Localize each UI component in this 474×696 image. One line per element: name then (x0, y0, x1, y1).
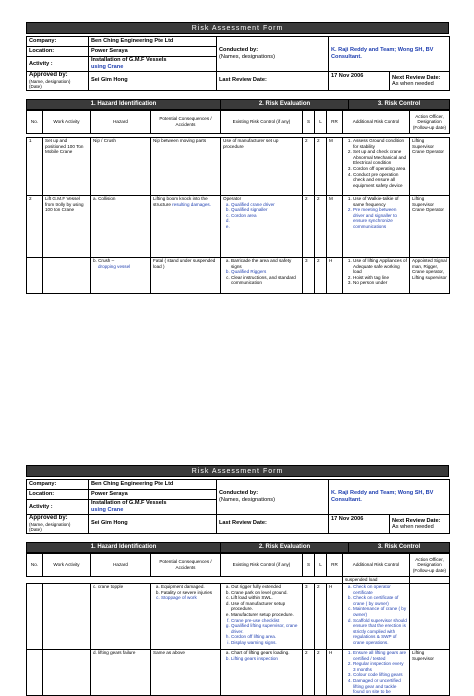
col-l: L (315, 554, 327, 577)
additional-item: 2. Regular inspection every 3 months (353, 661, 407, 672)
additional-item: 3. Cordon off operating area (353, 166, 407, 172)
row-additional (343, 196, 410, 258)
existing-item: c. Clear instructions, and standard communication (231, 275, 300, 286)
section-risk-control: 3. Risk Control (349, 543, 450, 553)
section-header-row (26, 99, 450, 110)
row-l: 2 (315, 138, 327, 196)
row-s: 3 (303, 584, 315, 650)
col-work: Work Activity (43, 111, 91, 134)
row-existing (221, 584, 303, 650)
additional-item: 1. Ensure all lifting gears are certified / tested (353, 650, 407, 661)
additional-item: 1. Use of Walkie-talkie of same frequency (353, 196, 407, 207)
col-s: S (303, 554, 315, 577)
col-l: L (315, 111, 327, 134)
form-header (26, 36, 450, 91)
row-action: Lifting Supervisor Crane Operator (410, 138, 450, 196)
row-work: Set up and positioned 100 Ton Mobile Crane (43, 138, 91, 196)
additional-item: 1. Assess Ground condition for stability (353, 138, 407, 149)
existing-item: a. Barricade the area and safety signs (231, 258, 300, 269)
table-row (27, 577, 450, 584)
row-work (43, 584, 91, 650)
column-header-row (27, 111, 450, 134)
row-additional (343, 584, 410, 650)
location-value: Power Seraya (89, 47, 217, 57)
col-no: No. (27, 111, 43, 134)
section-risk-eval: 2. Risk Evaluation (221, 100, 349, 110)
risk-table-page-2 (26, 553, 450, 696)
risk-table-page-1 (26, 110, 450, 294)
conducted-cell (217, 37, 329, 72)
next-review-cell (390, 72, 450, 91)
conducted-value: K. Raji Reddy and Team; Wong SH, BV Consultant. (329, 480, 450, 515)
next-review-label: Next Review Date: (392, 517, 441, 524)
row-rr: M (327, 196, 343, 258)
approved-value: Sei Gim Hong (89, 72, 217, 91)
location-label: Location: (27, 47, 89, 57)
col-existing: Existing Risk Control (if any) (221, 554, 303, 577)
activity-line-1: Installation of G.M.F Vessels (91, 500, 167, 506)
activity-label: Activity : (27, 57, 89, 72)
last-review-value: 17 Nov 2006 (329, 515, 390, 534)
conducted-value: K. Raji Reddy and Team; Wong SH, BV Consultant. (329, 37, 450, 72)
existing-item: d. Use of manufacturer setup procedure. (231, 601, 300, 612)
approved-sub-2: (Date) (29, 84, 42, 89)
existing-item: i. Display warning signs. (231, 640, 300, 646)
row-no: 2 (27, 196, 43, 258)
row-additional (343, 138, 410, 196)
row-work (43, 258, 91, 294)
row-hazard (91, 258, 151, 294)
col-additional: Additional Risk Control (343, 111, 410, 134)
row-rr: M (327, 138, 343, 196)
col-existing: Existing Risk Control (if any) (221, 111, 303, 134)
activity-line-2: using Crane (91, 64, 124, 70)
additional-item: 3. No person under (353, 280, 407, 286)
existing-item: a. Out rigger fully extended (231, 584, 300, 590)
activity-line-2: using Crane (91, 507, 124, 513)
company-label: Company: (27, 480, 89, 490)
row-action: Lifting Supervisor Crane Operator (410, 196, 450, 258)
consequence-item: b. Fatality or severe injuries (161, 590, 218, 596)
consequence-item: a. Equipment damaged. (161, 584, 218, 590)
existing-item: b. Qualified signaller (231, 207, 300, 213)
row-action: Lifting Supervisor (410, 650, 450, 696)
row-s: 2 (303, 196, 315, 258)
existing-item (231, 224, 300, 230)
section-risk-eval: 2. Risk Evaluation (221, 543, 349, 553)
existing-item: h. Cordon off lifting area. (231, 634, 300, 640)
activity-value (89, 500, 217, 515)
row-consequences: Fatal ( stand under suspended load ) (151, 258, 221, 294)
form-header (26, 479, 450, 534)
col-hazard: Hazard (91, 554, 151, 577)
approved-sub-1: (Name, designation) (29, 78, 71, 84)
row-l: 2 (315, 258, 327, 294)
existing-item: g. Qualified lifting supervisor, crane driver. (231, 623, 300, 634)
form-title: Risk Assessment Form (26, 22, 449, 34)
approved-cell (27, 515, 89, 534)
row-no: 1 (27, 138, 43, 196)
additional-item: 4. Damaged or uncertified lifting gear and tackle found on site to be (353, 678, 407, 695)
location-label: Location: (27, 490, 89, 500)
row-additional (343, 650, 410, 696)
suspended-load-note: suspended load (343, 577, 410, 584)
consequence-text-blue: resulting damages. (172, 201, 211, 207)
row-consequences (151, 196, 221, 258)
additional-item: 2. Set up and check crane Abnormal Mechanical and Electrical condition (353, 149, 407, 166)
location-value: Power Seraya (89, 490, 217, 500)
row-hazard: c. crane topple (91, 584, 151, 650)
additional-item: a. Check on operator certificate (353, 584, 407, 595)
row-no (27, 258, 43, 294)
row-existing (221, 196, 303, 258)
activity-value (89, 57, 217, 72)
existing-plain: Operator (223, 196, 242, 201)
approved-sub-1: (Name, designation) (29, 521, 71, 527)
row-action: Appointed Signal man, Rigger, Crane operator, Lifting supervisor (410, 258, 450, 294)
hazard-text-blue: dropping vessel (98, 263, 131, 269)
additional-item: 1. Use of lifting Appliances of Adequate safe working load (353, 258, 407, 275)
col-rr: RR (327, 111, 343, 134)
company-label: Company: (27, 37, 89, 47)
row-s: 3 (303, 258, 315, 294)
approved-label: Approved by: (29, 72, 68, 78)
row-l: 2 (315, 196, 327, 258)
section-hazard: 1. Hazard Identification (27, 543, 221, 553)
next-review-label: Next Review Date: (392, 74, 441, 81)
additional-item: 3. Colour code lifting gears (353, 672, 407, 678)
col-additional: Additional Risk Control (343, 554, 410, 577)
additional-item: d. Scaffold supervisor should ensure that the erection is strictly complied with regulations & SWP of crane operations. (353, 618, 407, 646)
approved-label: Approved by: (29, 515, 68, 521)
approved-cell (27, 72, 89, 91)
col-s: S (303, 111, 315, 134)
col-action: Action Officer, Designation (Follow-up date) (410, 554, 450, 577)
row-l: 2 (315, 650, 327, 696)
col-rr: RR (327, 554, 343, 577)
row-consequences: Same as above (151, 650, 221, 696)
consequence-item: c. Stoppage of work (161, 595, 218, 601)
row-action (410, 584, 450, 650)
next-review-value: As when needed (392, 80, 434, 87)
column-header-row (27, 554, 450, 577)
row-hazard: d. lifting gears failure (91, 650, 151, 696)
col-hazard: Hazard (91, 111, 151, 134)
last-review-label: Last Review Date: (217, 72, 329, 91)
row-rr: H (327, 258, 343, 294)
section-header-row (26, 542, 450, 553)
table-row (27, 258, 450, 294)
row-s: 2 (303, 138, 315, 196)
row-existing (221, 258, 303, 294)
row-l: 2 (315, 584, 327, 650)
row-work: Lift G.M.F Vessel from trolly by using 100 ton Crane (43, 196, 91, 258)
additional-item: 2. Hoist with tag line (353, 275, 407, 281)
row-work (43, 650, 91, 696)
col-consequences: Potential Consequences / Accidents (151, 554, 221, 577)
additional-item: 2. Pre meeting between driver and signaller to ensure synchronize communications (353, 207, 407, 229)
conducted-sub: (Names, designations) (219, 497, 275, 503)
section-hazard: 1. Hazard Identification (27, 100, 221, 110)
section-risk-control: 3. Risk Control (349, 100, 450, 110)
col-work: Work Activity (43, 554, 91, 577)
additional-item: c. Maintenance of crane ( by owner) (353, 606, 407, 617)
row-existing (221, 650, 303, 696)
row-additional (343, 258, 410, 294)
existing-item: e. Manufacturer setup procedure. (231, 612, 300, 618)
next-review-value: As when needed (392, 523, 434, 530)
existing-item: b. Lifting gears inspection (231, 656, 300, 662)
existing-item: a. Qualified crane driver (231, 202, 300, 208)
company-value: Ben Ching Engineering Pte Ltd (89, 480, 217, 490)
conducted-label: Conducted by: (219, 47, 259, 53)
col-action: Action Officer, Designation (Follow-up date) (410, 111, 450, 134)
col-no: No. (27, 554, 43, 577)
row-existing: Use of manufacturer set up procedure (221, 138, 303, 196)
additional-item: b. Check on certificate of crane ( by owner) (353, 595, 407, 606)
table-row (27, 138, 450, 196)
col-consequences: Potential Consequences / Accidents (151, 111, 221, 134)
row-rr: H (327, 650, 343, 696)
approved-value: Sei Gim Hong (89, 515, 217, 534)
existing-item: c. Cordon area (231, 213, 300, 219)
table-row (27, 650, 450, 696)
existing-item: b. Crane park on level ground. (231, 590, 300, 596)
additional-item: 4. Conduct pre operation check and ensure all equipment safety device (353, 172, 407, 189)
existing-item: c. Lift load within SWL. (231, 595, 300, 601)
conducted-cell (217, 480, 329, 515)
row-s: 2 (303, 650, 315, 696)
activity-label: Activity : (27, 500, 89, 515)
form-title: Risk Assessment Form (26, 465, 449, 477)
conducted-label: Conducted by: (219, 490, 259, 496)
hazard-text: b. Crush – (93, 258, 115, 263)
last-review-label: Last Review Date: (217, 515, 329, 534)
next-review-cell (390, 515, 450, 534)
existing-item: b. Qualified Riggers (231, 269, 300, 275)
row-hazard: a. Collision (91, 196, 151, 258)
row-rr: H (327, 584, 343, 650)
row-consequences (151, 584, 221, 650)
existing-item: a. Chart of lifting gears loading. (231, 650, 300, 656)
existing-item: f. Crane pre-use checklist (231, 618, 300, 624)
approved-sub-2: (Date) (29, 527, 42, 532)
row-hazard: Nip / Crush (91, 138, 151, 196)
company-value: Ben Ching Engineering Pte Ltd (89, 37, 217, 47)
consequence-text: Lifting boom knock into the structure (153, 196, 208, 207)
row-consequences: Nip between moving parts (151, 138, 221, 196)
activity-line-1: Installation of G.M.F Vessels (91, 57, 167, 63)
last-review-value: 17 Nov 2006 (329, 72, 390, 91)
table-row (27, 196, 450, 258)
table-row (27, 584, 450, 650)
conducted-sub: (Names, designations) (219, 54, 275, 60)
